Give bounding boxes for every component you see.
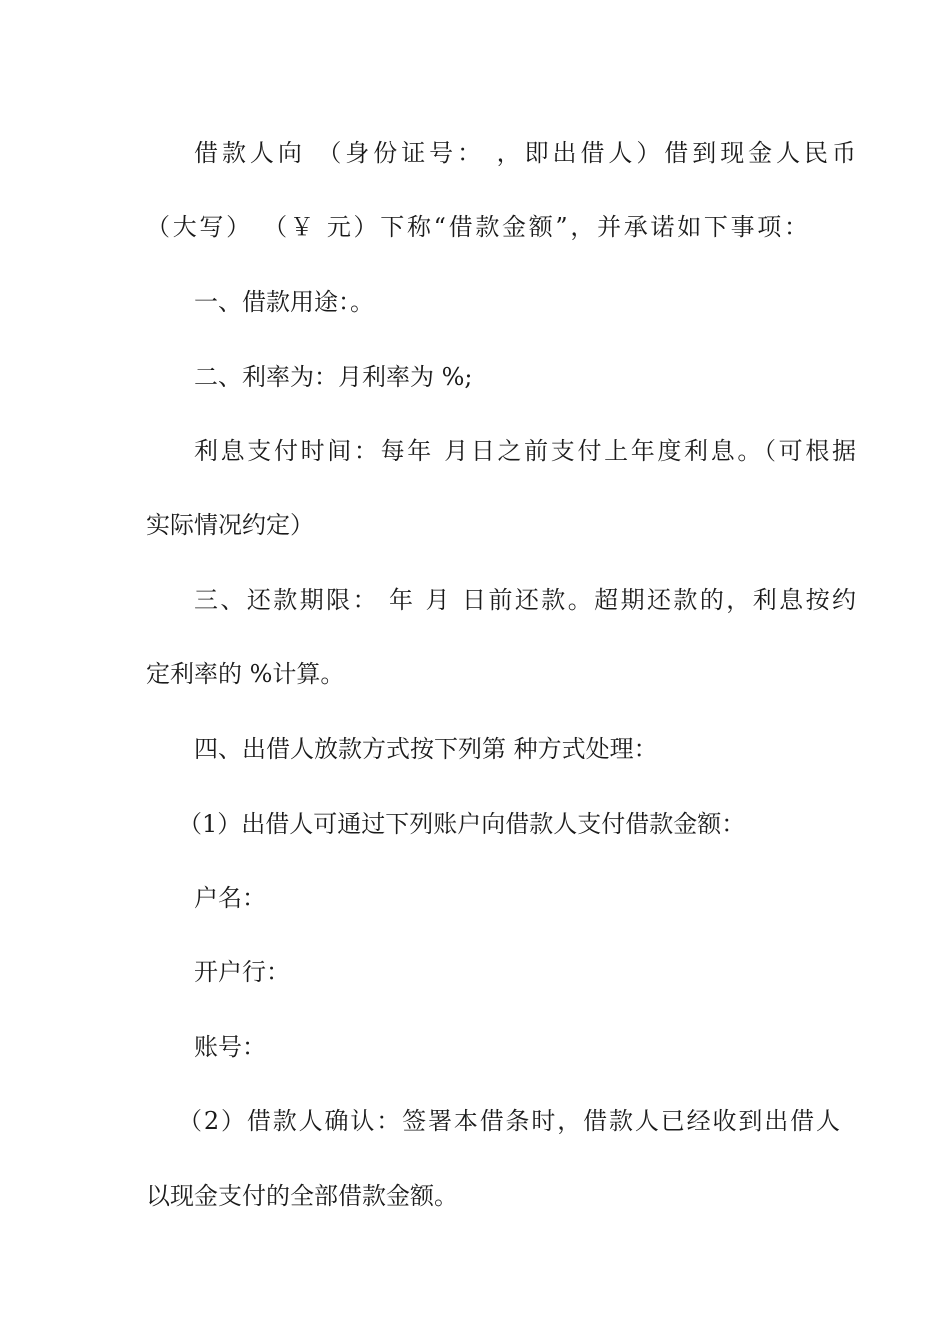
paragraph-loan-intro-line-2: （大写） （￥ 元）下称“借款金额”，并承诺如下事项： (146, 213, 808, 241)
option-2-cash-confirmation-line-2: 以现金支付的全部借款金额。 (146, 1182, 458, 1210)
account-number-field: 账号： (194, 1033, 266, 1061)
interest-payment-time-line-1: 利息支付时间：每年 月日之前支付上年度利息。（可根据 (194, 437, 856, 465)
option-1-account-transfer: （1）出借人可通过下列账户向借款人支付借款金额： (178, 810, 746, 838)
interest-payment-time-line-2: 实际情况约定） (146, 511, 314, 539)
clause-1-purpose: 一、借款用途：。 (194, 288, 374, 316)
account-name-field: 户名： (194, 884, 266, 912)
clause-3-repayment-term-line-1: 三、还款期限： 年 月 日前还款。超期还款的，利息按约 (194, 586, 856, 614)
option-2-cash-confirmation-line-1: （2）借款人确认：签署本借条时，借款人已经收到出借人 (178, 1107, 840, 1135)
clause-2-interest-rate: 二、利率为：月利率为 %; (194, 363, 473, 391)
clause-4-disbursement-method: 四、出借人放款方式按下列第 种方式处理： (194, 735, 658, 763)
clause-3-repayment-term-line-2: 定利率的 %计算。 (146, 660, 345, 688)
bank-name-field: 开户行： (194, 958, 290, 986)
paragraph-loan-intro-line-1: 借款人向 （身份证号： ，即出借人）借到现金人民币 (194, 139, 856, 167)
